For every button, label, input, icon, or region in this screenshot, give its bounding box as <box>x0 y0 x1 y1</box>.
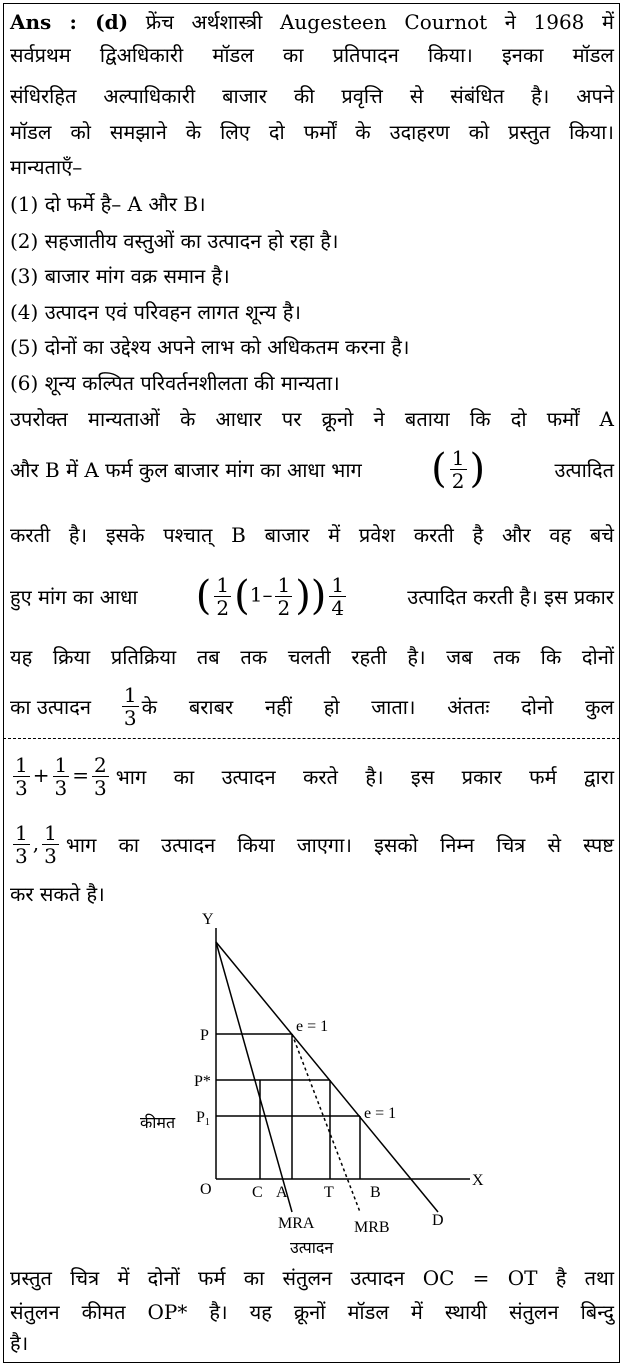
para1-line-5: यह क्रिया प्रतिक्रिया तब तक चलती रहती है। जब तक कि दोनों <box>10 645 614 669</box>
point-a: A <box>276 1184 288 1201</box>
assumption-5: (5) दोनों का उद्देश्य अपने लाभ को अधिकतम करना है। <box>10 335 410 359</box>
outro-line-3: है। <box>10 1331 29 1355</box>
elasticity-lower: e = 1 <box>364 1105 397 1122</box>
para1-line-1: उपरोक्त मान्यताओं के आधार पर क्रूनो ने बताया कि दो फर्मों A <box>10 407 614 431</box>
p-label: P <box>200 1027 209 1044</box>
assumption-4: (4) उत्पादन एवं परिवहन लागत शून्य है। <box>10 300 301 324</box>
intro-line-2: सर्वप्रथम द्विअधिकारी मॉडल का प्रतिपादन किया। इनका मॉडल <box>10 43 614 67</box>
outro-line-1: प्रस्तुत चित्र में दोनों फर्म का संतुलन उत्पादन OC = OT है तथा <box>10 1266 614 1290</box>
para1-line-2: और B में A फर्म कुल बाजार मांग का आधा भाग ( $\frac{1}{2}$ ) उत्पादित <box>10 445 614 493</box>
page-separator <box>3 738 620 739</box>
mra-label: MRA <box>278 1215 315 1232</box>
d-label: D <box>432 1212 444 1229</box>
answer-label: Ans : (d) <box>10 10 129 34</box>
assumption-6: (6) शून्य कल्पित परिवर्तनशीलता की मान्यता। <box>10 371 340 395</box>
para2-line-1: $\frac{1}{3}$ + $\frac{1}{3}$ = $\frac{2}{3}$ भाग का उत्पादन करते है। इस प्रकार फर्म द्वारा <box>10 748 614 804</box>
assumptions-title: मान्यताएँ– <box>10 155 83 179</box>
third-fraction: $\frac{1}{3}$ <box>123 682 137 730</box>
origin-label: O <box>200 1181 212 1198</box>
assumption-1: (1) दो फर्मे है– A और B। <box>10 192 206 216</box>
thirds-pair: $\frac{1}{3}$ , $\frac{1}{3}$ <box>15 820 57 868</box>
intro-line-3: संधिरहित अल्पाधिकारी बाजार की प्रवृत्ति से संबंधित है। अपने <box>10 84 614 108</box>
quarter-expression: ( $\frac{1}{2}$ (1– $\frac{1}{2}$ )) $\frac{1}{4}$ <box>195 572 345 620</box>
assumption-2: (2) सहजातीय वस्तुओं का उत्पादन हो रहा है। <box>10 229 339 253</box>
intro-line-4: मॉडल को समझाने के लिए दो फर्मों के उदाहरण को प्रस्तुत किया। <box>10 120 614 144</box>
price-axis-label: कीमत <box>140 1115 176 1132</box>
point-c: C <box>252 1184 263 1201</box>
mra-curve <box>216 942 292 1212</box>
para1-line-6: का उत्पादन $\frac{1}{3}$ के बराबर नहीं हो जाता। अंततः दोनो कुल <box>10 682 614 730</box>
point-b: B <box>370 1184 381 1201</box>
point-t: T <box>324 1184 334 1201</box>
sum-expression: $\frac{1}{3}$ + $\frac{1}{3}$ = $\frac{2}{3}$ <box>15 752 107 800</box>
x-axis-label: X <box>472 1172 484 1189</box>
output-axis-label: उत्पादन <box>290 1240 334 1257</box>
elasticity-upper: e = 1 <box>296 1018 329 1035</box>
para1-line-4: हुए मांग का आधा ( $\frac{1}{2}$ (1– $\frac{1}{2}$ )) $\frac{1}{4}$ उत्पादित करती है। इस प्रकार <box>10 572 614 620</box>
para1-line-3: करती है। इसके पश्चात् B बाजार में प्रवेश करती है और वह बचे <box>10 523 614 547</box>
outro-line-2: संतुलन कीमत OP* है। यह क्रूनों मॉडल में स्थायी संतुलन बिन्दु <box>10 1300 614 1324</box>
p1-label: P1 <box>196 1109 210 1128</box>
intro-line-1: Ans : (d) फ्रेंच अर्थशास्त्री Augesteen Cournot ने 1968 में <box>10 10 615 34</box>
half-fraction: ( $\frac{1}{2}$ ) <box>431 445 486 493</box>
demand-curve-d <box>216 942 438 1212</box>
para2-line-3: कर सकते है। <box>10 882 105 906</box>
y-axis-label: Y <box>202 911 214 928</box>
p-star-label: P* <box>194 1073 211 1090</box>
para2-line-2: $\frac{1}{3}$ , $\frac{1}{3}$ भाग का उत्पादन किया जाएगा। इसको निम्न चित्र से स्पष्ट <box>10 816 614 872</box>
assumption-3: (3) बाजार मांग वक्र समान है। <box>10 264 230 288</box>
cournot-diagram <box>120 900 500 1260</box>
mrb-label: MRB <box>354 1219 390 1236</box>
